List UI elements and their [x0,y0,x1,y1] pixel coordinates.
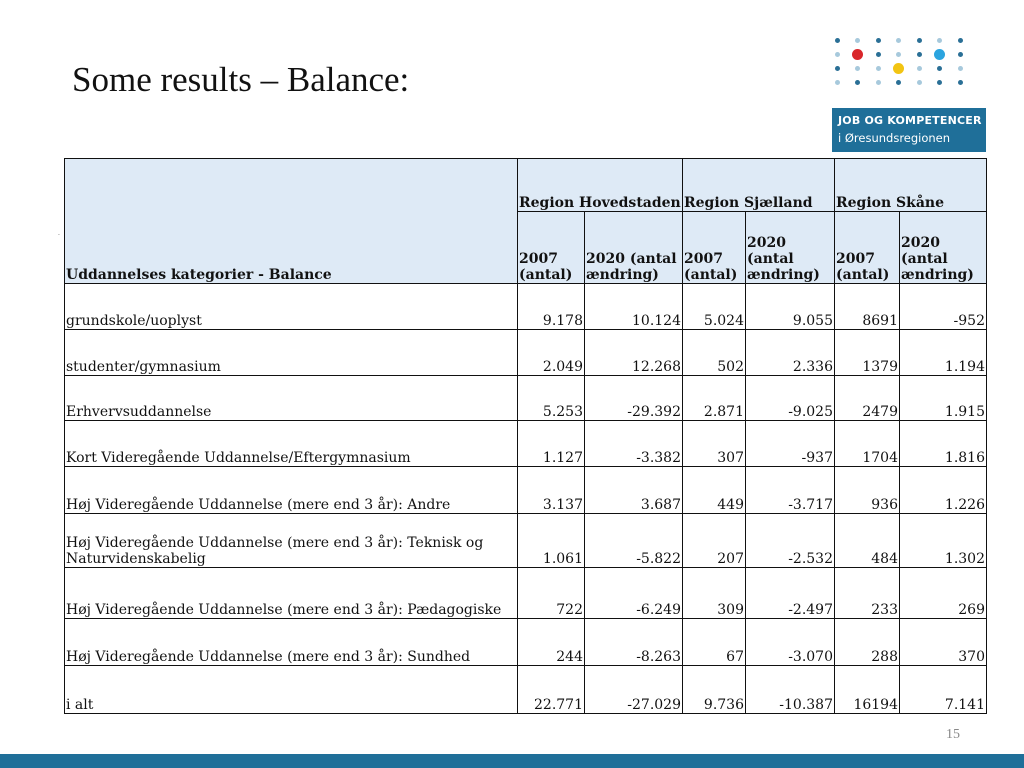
logo-dot [937,80,942,85]
table-row [65,619,987,666]
cell-value: 2.336 [746,330,835,376]
cell-value: 244 [518,619,585,666]
cell-value: 233 [835,568,900,619]
cell-value: 1379 [835,330,900,376]
logo-dot [896,52,901,57]
job-og-kompetencer-logo [832,34,986,145]
cell-value: -10.387 [746,666,835,714]
cell-value: -3.382 [585,421,683,467]
subheader-year: 2007 (antal) [518,212,585,284]
cell-value: 1.816 [900,421,987,467]
cell-value: 9.178 [518,284,585,330]
subheader-year: 2007 (antal) [835,212,900,284]
logo-dot [937,66,942,71]
cell-value: -2.532 [746,514,835,568]
logo-dot [917,52,922,57]
table-row [65,568,987,619]
logo-dot [876,80,881,85]
subheader-change: 2020 (antal ændring) [900,212,987,284]
cell-value: 12.268 [585,330,683,376]
cell-value: -6.249 [585,568,683,619]
row-label: studenter/gymnasium [65,330,518,376]
logo-dot [896,38,901,43]
logo-dot [876,52,881,57]
logo-dot [855,38,860,43]
logo-dot [852,49,863,60]
logo-dot [876,66,881,71]
cell-value: -952 [900,284,987,330]
cell-value: -9.025 [746,376,835,421]
table-row [65,514,987,568]
row-label: Høj Videregående Uddannelse (mere end 3 år): Pædagogiske [65,568,518,619]
cell-value: 2479 [835,376,900,421]
cell-value: 67 [683,619,746,666]
cell-value: 1.061 [518,514,585,568]
cell-value: 1704 [835,421,900,467]
cell-value: 307 [683,421,746,467]
logo-dot [876,38,881,43]
table-row [65,666,987,714]
logo-dot [917,38,922,43]
logo-dot [958,66,963,71]
logo-dot [917,66,922,71]
slide-title: Some results – Balance: [72,60,410,99]
row-label: Erhvervsuddannelse [65,376,518,421]
stray-mark: . [58,230,60,237]
cell-value: 1.302 [900,514,987,568]
cell-value: -8.263 [585,619,683,666]
header-region-skane: Region Skåne [835,159,987,212]
cell-value: 370 [900,619,987,666]
cell-value: 936 [835,467,900,514]
logo-dot [835,38,840,43]
cell-value: 3.137 [518,467,585,514]
row-label: grundskole/uoplyst [65,284,518,330]
cell-value: -5.822 [585,514,683,568]
logo-dot [958,38,963,43]
cell-value: 2.871 [683,376,746,421]
balance-table [64,158,987,714]
subheader-year: 2007 (antal) [683,212,746,284]
logo-dot [934,49,945,60]
logo-dot [937,38,942,43]
cell-value: 8691 [835,284,900,330]
header-region-sjaelland: Region Sjælland [683,159,835,212]
row-label: i alt [65,666,518,714]
cell-value: 2.049 [518,330,585,376]
subheader-change: 2020 (antal ændring) [585,212,683,284]
logo-dot [893,63,904,74]
header-region-hovedstaden: Region Hovedstaden [518,159,683,212]
cell-value: -2.497 [746,568,835,619]
cell-value: 309 [683,568,746,619]
logo-dot [958,80,963,85]
logo-dot-pattern [832,34,986,86]
table-row [65,376,987,421]
cell-value: 449 [683,467,746,514]
row-label: Høj Videregående Uddannelse (mere end 3 år): Sundhed [65,619,518,666]
cell-value: 1.127 [518,421,585,467]
table-row [65,467,987,514]
logo-dot [958,52,963,57]
cell-value: 9.055 [746,284,835,330]
logo-dot [896,80,901,85]
page-number: 15 [946,727,960,742]
cell-value: 207 [683,514,746,568]
cell-value: 288 [835,619,900,666]
cell-value: 10.124 [585,284,683,330]
cell-value: 722 [518,568,585,619]
cell-value: 1.226 [900,467,987,514]
cell-value: 9.736 [683,666,746,714]
logo-dot [855,80,860,85]
cell-value: 5.253 [518,376,585,421]
cell-value: 269 [900,568,987,619]
logo-line-2: i Øresundsregionen [838,131,951,145]
row-label: Høj Videregående Uddannelse (mere end 3 år): Teknisk og Naturvidenskabelig [65,514,518,568]
logo-wordmark [832,108,986,152]
cell-value: 7.141 [900,666,987,714]
footer-bar [0,754,1024,768]
cell-value: -27.029 [585,666,683,714]
table-row [65,421,987,467]
cell-value: -3.070 [746,619,835,666]
table-body [65,284,987,714]
cell-value: -3.717 [746,467,835,514]
table-row [65,330,987,376]
cell-value: 16194 [835,666,900,714]
cell-value: 502 [683,330,746,376]
cell-value: 22.771 [518,666,585,714]
logo-dot [855,66,860,71]
logo-dot [835,80,840,85]
table-row [65,284,987,330]
cell-value: -29.392 [585,376,683,421]
logo-dot [835,66,840,71]
logo-line-1: JOB OG KOMPETENCER [838,114,982,127]
header-category: Uddannelses kategorier - Balance [65,159,518,284]
row-label: Kort Videregående Uddannelse/Eftergymnasium [65,421,518,467]
logo-dot [917,80,922,85]
cell-value: 5.024 [683,284,746,330]
cell-value: -937 [746,421,835,467]
cell-value: 484 [835,514,900,568]
row-label: Høj Videregående Uddannelse (mere end 3 år): Andre [65,467,518,514]
subheader-change: 2020 (antal ændring) [746,212,835,284]
cell-value: 3.687 [585,467,683,514]
cell-value: 1.194 [900,330,987,376]
logo-dot [835,52,840,57]
cell-value: 1.915 [900,376,987,421]
